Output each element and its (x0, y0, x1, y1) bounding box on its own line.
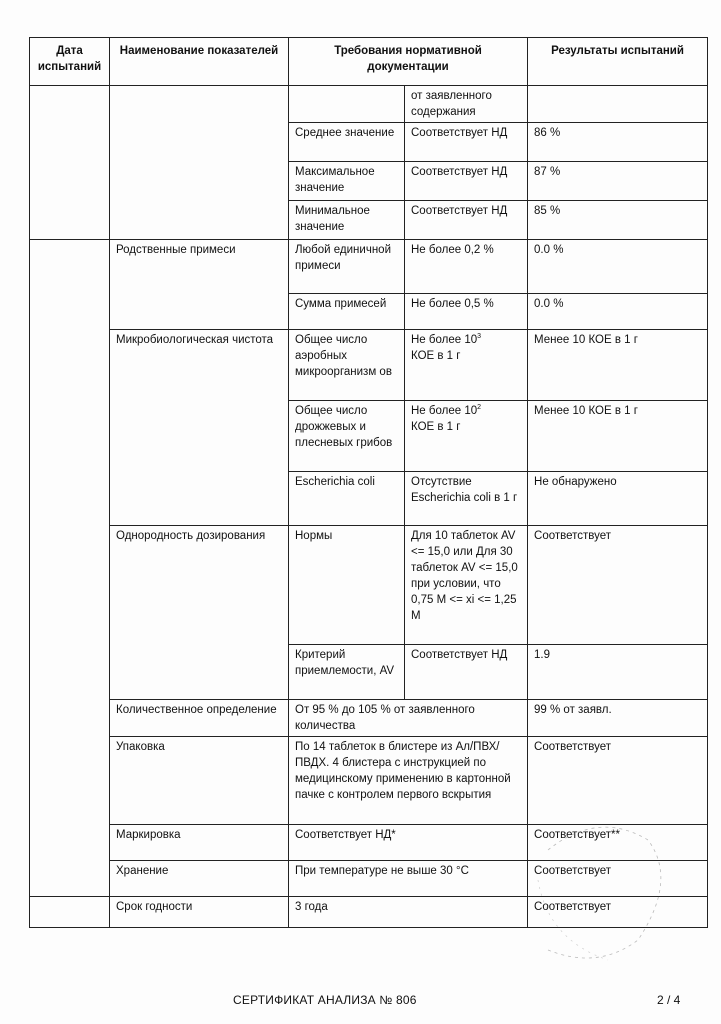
table-row (30, 700, 708, 737)
indicator-name: Упаковка (110, 737, 289, 825)
res-cell-empty (528, 86, 708, 123)
res-cell: Менее 10 КОЕ в 1 г (528, 330, 708, 401)
date-cell (30, 897, 110, 928)
sub-cell: Общее число дрожжевых и плесневых грибов (289, 401, 405, 472)
req-cell: По 14 таблеток в блистере из Ал/ПВХ/ПВДХ. 4 блистера с инструкцией по медицинскому применению в картонной пачке с контролем первого вскрытия (289, 737, 528, 825)
indicator-name: Количественное определение (110, 700, 289, 737)
res-cell: 0.0 % (528, 240, 708, 294)
req-text: Не более 10 (411, 405, 478, 417)
req-cell (405, 401, 528, 472)
sub-cell: Максимальное значение (289, 162, 405, 201)
res-cell: 87 % (528, 162, 708, 201)
table-row (30, 240, 708, 294)
req-cell: Соответствует НД (405, 645, 528, 700)
sub-cell: Escherichia coli (289, 472, 405, 526)
table-row (30, 86, 708, 123)
indicator-name: Хранение (110, 861, 289, 897)
exponent: 2 (477, 404, 482, 411)
req-cell: Соответствует НД* (289, 825, 528, 861)
date-cell (30, 240, 110, 897)
indicator-name: Микробиологическая чистота (110, 330, 289, 526)
res-cell: 0.0 % (528, 294, 708, 330)
stamp-seal-icon (528, 820, 688, 980)
sub-cell: Сумма примесей (289, 294, 405, 330)
analysis-table (29, 37, 708, 928)
req-text: КОЕ в 1 г (411, 421, 461, 433)
header-requirements: Требования нормативной документации (289, 38, 528, 86)
res-cell: Соответствует (528, 526, 708, 645)
req-cell (405, 330, 528, 401)
table-header-row (30, 38, 708, 86)
sub-cell: Общее число аэробных микроорганизм ов (289, 330, 405, 401)
sub-cell: Минимальное значение (289, 201, 405, 240)
sub-cell: Любой единичной примеси (289, 240, 405, 294)
res-cell: 86 % (528, 123, 708, 162)
req-cell: Соответствует НД (405, 201, 528, 240)
res-cell: 85 % (528, 201, 708, 240)
header-results: Результаты испытаний (528, 38, 708, 86)
header-date: Дата испытаний (30, 38, 110, 86)
res-cell: 1.9 (528, 645, 708, 700)
res-cell: Менее 10 КОЕ в 1 г (528, 401, 708, 472)
sub-cell-empty (289, 86, 405, 123)
res-cell: Соответствует (528, 737, 708, 825)
indicator-name: Маркировка (110, 825, 289, 861)
certificate-title: СЕРТИФИКАТ АНАЛИЗА № 806 (233, 993, 417, 1007)
table-row (30, 526, 708, 645)
req-cell: При температуре не выше 30 °С (289, 861, 528, 897)
req-cell: от заявленного содержания (405, 86, 528, 123)
req-cell: Соответствует НД (405, 162, 528, 201)
req-cell: Для 10 таблеток AV <= 15,0 или Для 30 таблеток AV <= 15,0 при условии, что 0,75 M <= xi <= 1,25 M (405, 526, 528, 645)
header-name: Наименование показателей (110, 38, 289, 86)
res-cell: Соответствует** (528, 825, 708, 861)
req-text: Не более 10 (411, 334, 478, 346)
req-cell: Не более 0,5 % (405, 294, 528, 330)
req-cell: 3 года (289, 897, 528, 928)
sub-cell: Нормы (289, 526, 405, 645)
name-cell-empty (110, 86, 289, 240)
req-cell: Не более 0,2 % (405, 240, 528, 294)
date-cell (30, 86, 110, 240)
table-row (30, 737, 708, 825)
res-cell: Не обнаружено (528, 472, 708, 526)
indicator-name: Однородность дозирования (110, 526, 289, 700)
req-text: КОЕ в 1 г (411, 350, 461, 362)
exponent: 3 (477, 333, 482, 340)
res-cell: Соответствует (528, 897, 708, 928)
res-cell: 99 % от заявл. (528, 700, 708, 737)
sub-cell: Критерий приемлемости, AV (289, 645, 405, 700)
req-cell: Отсутствие Escherichia coli в 1 г (405, 472, 528, 526)
indicator-name: Родственные примеси (110, 240, 289, 330)
table-row (30, 330, 708, 401)
req-cell: Соответствует НД (405, 123, 528, 162)
page-number: 2 / 4 (657, 993, 681, 1007)
sub-cell: Среднее значение (289, 123, 405, 162)
res-cell: Соответствует (528, 861, 708, 897)
req-cell: От 95 % до 105 % от заявленного количества (289, 700, 528, 737)
indicator-name: Срок годности (110, 897, 289, 928)
